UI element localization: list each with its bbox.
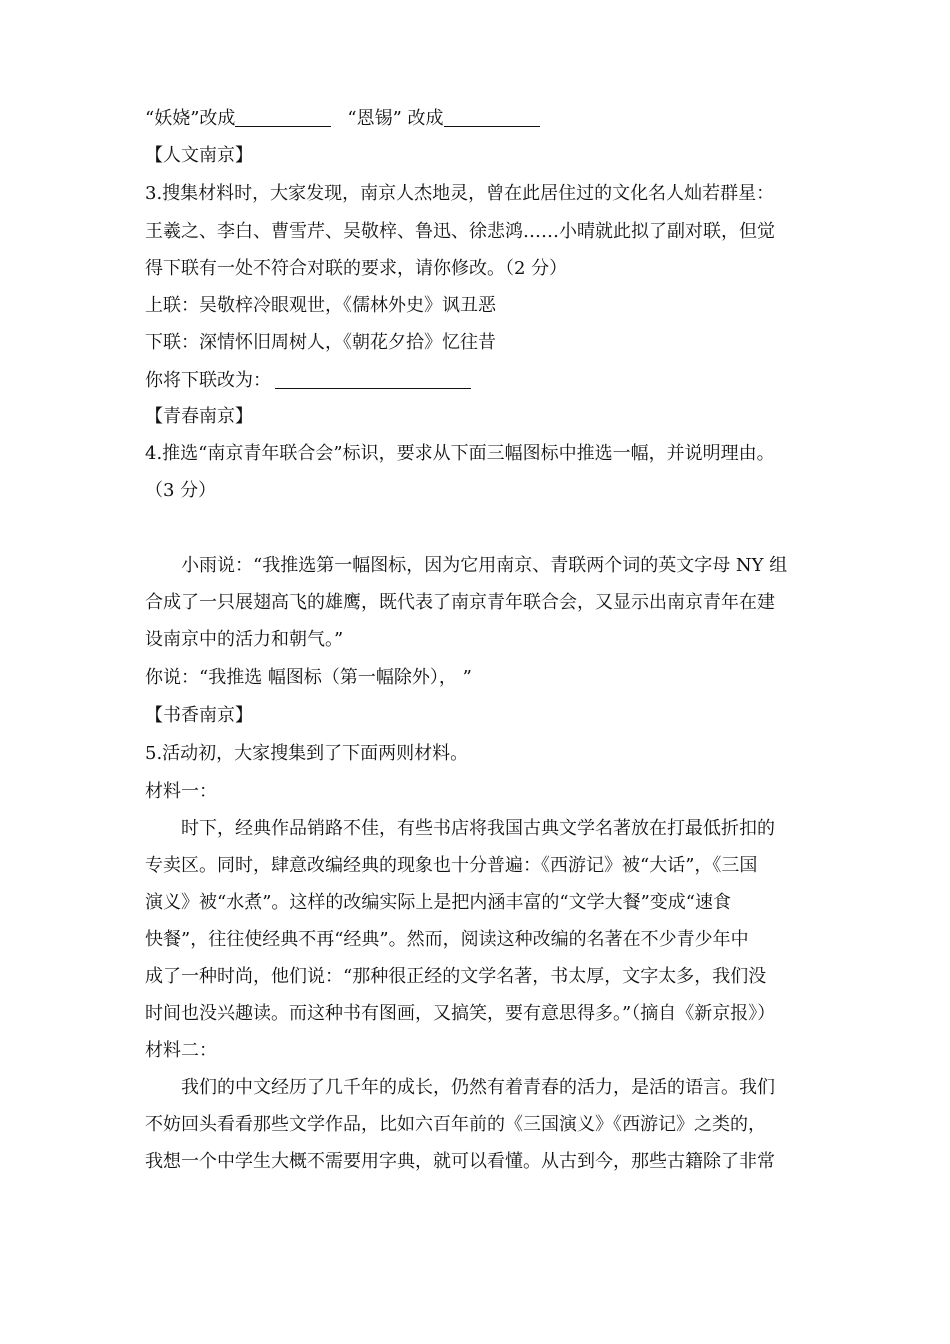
section-heading-qingchun: 【青春南京】: [145, 406, 253, 427]
replace-line: [145, 108, 540, 129]
question-4-line-2: （3 分）: [145, 480, 217, 501]
replace-text-1: “妖娆”改成: [145, 108, 236, 129]
your-answer-line: 你说：“我推选 幅图标（第一幅除外）， ”: [145, 667, 472, 688]
material-1-label: 材料一：: [145, 781, 217, 802]
xiaoyu-line-2: 合成了一只展翅高飞的雄鹰，既代表了南京青年联合会，又显示出南京青年在建: [145, 592, 775, 613]
change-label: 你将下联改为：: [145, 370, 271, 391]
section-heading-renwen: 【人文南京】: [145, 145, 253, 166]
material-2-label: 材料二：: [145, 1040, 217, 1061]
material-2-line-2: 不妨回头看看那些文学作品，比如六百年前的《三国演义》《西游记》之类的，: [145, 1114, 766, 1135]
section-heading-shuxiang: 【书香南京】: [145, 705, 253, 726]
xiaoyu-line-1: 小雨说：“我推选第一幅图标，因为它用南京、青联两个词的英文字母 NY 组: [181, 555, 788, 576]
replace-text-2: “恩锡” 改成: [347, 108, 444, 129]
material-2-line-3: 我想一个中学生大概不需要用字典，就可以看懂。从古到今，那些古籍除了非常: [145, 1151, 775, 1172]
material-1-line-2: 专卖区。同时，肆意改编经典的现象也十分普遍：《西游记》被“大话”，《三国: [145, 855, 758, 876]
answer-blank-3[interactable]: [275, 370, 471, 389]
answer-blank-1[interactable]: [235, 108, 331, 127]
question-3-line-1: 3.搜集材料时，大家发现，南京人杰地灵，曾在此居住过的文化名人灿若群星：: [145, 183, 775, 204]
question-4-line-1: 4.推选“南京青年联合会”标识，要求从下面三幅图标中推选一幅，并说明理由。: [145, 443, 775, 464]
answer-blank-2[interactable]: [444, 108, 540, 127]
couplet-lower: 下联：深情怀旧周树人，《朝花夕拾》忆往昔: [145, 332, 496, 353]
material-2-line-1: 我们的中文经历了几千年的成长，仍然有着青春的活力，是活的语言。我们: [181, 1077, 775, 1098]
material-1-line-1: 时下，经典作品销路不佳，有些书店将我国古典文学名著放在打最低折扣的: [181, 818, 775, 839]
change-line: [145, 370, 471, 391]
material-1-line-5: 成了一种时尚，他们说：“那种很正经的文学名著，书太厚，文字太多，我们没: [145, 966, 767, 987]
question-3-line-3: 得下联有一处不符合对联的要求，请你修改。（2 分）: [145, 258, 568, 279]
question-5: 5.活动初，大家搜集到了下面两则材料。: [145, 743, 469, 764]
material-1-line-3: 演义》被“水煮”。这样的改编实际上是把内涵丰富的“文学大餐”变成“速食: [145, 892, 732, 913]
question-3-line-2: 王羲之、李白、曹雪芹、吴敬梓、鲁迅、徐悲鸿……小晴就此拟了副对联，但觉: [145, 221, 775, 242]
couplet-upper: 上联：吴敬梓冷眼观世，《儒林外史》讽丑恶: [145, 295, 496, 316]
xiaoyu-line-3: 设南京中的活力和朝气。”: [145, 629, 344, 650]
material-1-line-6: 时间也没兴趣读。而这种书有图画，又搞笑，要有意思得多。”（摘自《新京报》）: [145, 1003, 776, 1024]
material-1-line-4: 快餐”，往往使经典不再“经典”。然而，阅读这种改编的名著在不少青少年中: [145, 929, 749, 950]
